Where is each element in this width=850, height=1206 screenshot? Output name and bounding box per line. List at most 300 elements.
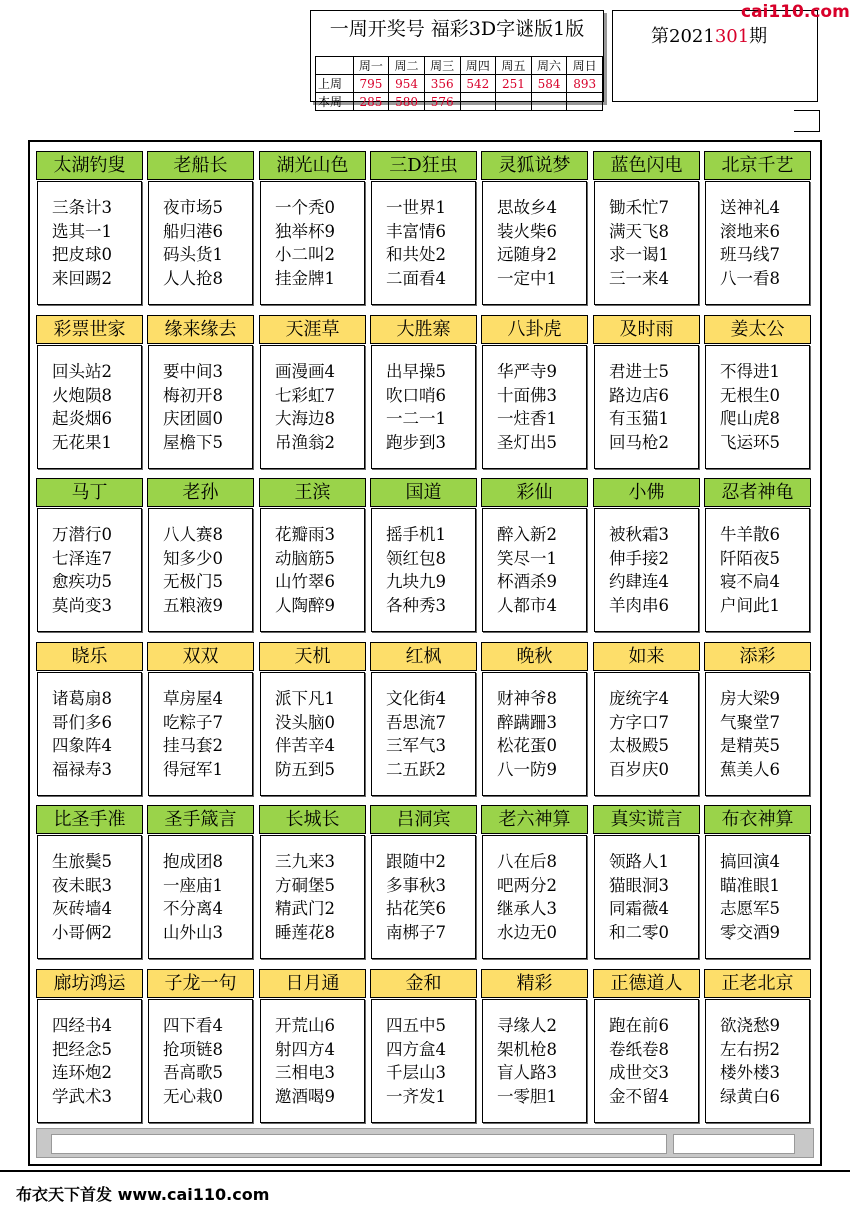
weekly-results-table	[315, 56, 603, 111]
clue-line: 万潜行0	[52, 525, 112, 544]
clue-list	[497, 687, 557, 781]
clue-list	[386, 1014, 446, 1108]
card-title: 三D狂虫	[370, 151, 477, 180]
clue-line: 寝不扃4	[720, 572, 780, 591]
result-cell	[567, 93, 603, 111]
clue-line: 欲浇愁9	[720, 1016, 780, 1035]
clue-list	[275, 360, 335, 454]
panel-title: 一周开奖号 福彩3D字谜版1版	[329, 18, 585, 40]
card-title: 天涯草	[259, 315, 366, 344]
clue-list	[720, 196, 780, 290]
clue-line: 金不留4	[609, 1086, 669, 1106]
puzzle-card	[36, 151, 143, 305]
clue-line: 生旅鬓5	[52, 852, 112, 871]
clue-line: 思故乡4	[497, 198, 557, 217]
clue-line: 动脑筋5	[275, 548, 335, 568]
puzzle-card	[147, 151, 254, 305]
puzzle-card	[593, 642, 700, 796]
result-cell: 356	[424, 75, 460, 93]
clue-line: 和共处2	[386, 245, 446, 264]
card-title: 王滨	[259, 478, 366, 507]
card-title: 长城长	[259, 805, 366, 834]
clue-list	[609, 850, 669, 944]
clue-line: 小哥俩2	[52, 922, 112, 942]
clue-list	[52, 196, 112, 290]
days-row	[316, 57, 603, 75]
clue-line: 草房屋4	[163, 689, 223, 708]
card-body	[594, 181, 699, 305]
clue-line: 班马线7	[720, 245, 780, 264]
clue-line: 笑尽一1	[497, 548, 557, 568]
puzzle-card	[259, 151, 366, 305]
clue-line: 吾高歌5	[163, 1063, 223, 1082]
footer-caption: 布衣天下首发 www.cai110.com	[16, 1185, 270, 1204]
clue-line: 盲人路3	[497, 1063, 557, 1082]
card-body	[260, 181, 365, 305]
result-cell	[531, 93, 567, 111]
clue-line: 牛羊散6	[720, 525, 780, 544]
clue-line: 人都市4	[497, 595, 557, 615]
card-title: 彩仙	[481, 478, 588, 507]
puzzle-card	[147, 478, 254, 632]
puzzle-card	[370, 478, 477, 632]
clue-line: 二五跃2	[386, 759, 446, 779]
card-body	[148, 672, 253, 796]
puzzle-card	[370, 315, 477, 469]
card-body	[482, 999, 587, 1123]
clue-line: 吧两分2	[497, 875, 557, 895]
clue-line: 太极殿5	[609, 736, 669, 755]
clue-line: 四下看4	[163, 1016, 223, 1035]
clue-line: 志愿军5	[720, 899, 780, 918]
clue-line: 火炮陨8	[52, 385, 112, 405]
card-body	[371, 345, 476, 469]
day-header: 周一	[353, 57, 389, 75]
clue-line: 无根生0	[720, 385, 780, 405]
clue-list	[609, 360, 669, 454]
clue-line: 跑步到3	[386, 432, 446, 452]
clue-line: 圣灯出5	[497, 432, 557, 452]
clue-list	[386, 687, 446, 781]
card-body	[37, 999, 142, 1123]
clue-line: 八一看8	[720, 268, 780, 288]
clue-list	[386, 196, 446, 290]
card-title: 国道	[370, 478, 477, 507]
clue-line: 吾思流7	[386, 712, 446, 732]
clue-line: 十面佛3	[497, 385, 557, 405]
clue-line: 连环炮2	[52, 1063, 112, 1082]
clue-list	[720, 687, 780, 781]
clue-line: 千层山3	[386, 1063, 446, 1082]
clue-line: 抢项链8	[163, 1039, 223, 1059]
card-title: 真实谎言	[593, 805, 700, 834]
clue-line: 灰砖墙4	[52, 899, 112, 918]
card-body	[260, 999, 365, 1123]
clue-line: 满天飞8	[609, 221, 669, 241]
clue-line: 飞运环5	[720, 432, 780, 452]
issue-panel	[612, 10, 818, 102]
clue-line: 远随身2	[497, 245, 557, 264]
clue-line: 杯酒杀9	[497, 572, 557, 591]
clue-line: 八人赛8	[163, 525, 223, 544]
clue-line: 猫眼洞3	[609, 875, 669, 895]
day-header: 周四	[460, 57, 496, 75]
puzzle-card	[259, 478, 366, 632]
card-body	[148, 508, 253, 632]
clue-line: 三条计3	[52, 198, 112, 217]
card-title: 圣手箴言	[147, 805, 254, 834]
card-body	[148, 999, 253, 1123]
clue-list	[275, 196, 335, 290]
clue-line: 财神爷8	[497, 689, 557, 708]
result-cell: 954	[389, 75, 425, 93]
clue-line: 瞄准眼1	[720, 875, 780, 895]
clue-line: 知多少0	[163, 548, 223, 568]
card-title: 子龙一句	[147, 969, 254, 998]
card-body	[705, 181, 810, 305]
card-title: 晓乐	[36, 642, 143, 671]
clue-list	[720, 523, 780, 617]
clue-list	[52, 850, 112, 944]
clue-line: 左右拐2	[720, 1039, 780, 1059]
clue-line: 一齐发1	[386, 1086, 446, 1106]
result-cell: 285	[353, 93, 389, 111]
clue-list	[609, 196, 669, 290]
clue-line: 领红包8	[386, 548, 446, 568]
clue-line: 领路人1	[609, 852, 669, 871]
card-body	[371, 508, 476, 632]
card-title: 老孙	[147, 478, 254, 507]
card-body	[482, 835, 587, 959]
clue-line: 户间此1	[720, 595, 780, 615]
footer-box-left	[51, 1134, 667, 1154]
puzzle-card	[704, 151, 811, 305]
puzzle-card	[370, 151, 477, 305]
puzzle-card	[259, 969, 366, 1123]
clue-line: 人陶醉9	[275, 595, 335, 615]
clue-list	[163, 687, 223, 781]
clue-line: 八一防9	[497, 759, 557, 779]
day-header: 周五	[496, 57, 532, 75]
puzzle-card	[593, 969, 700, 1123]
last-week-row	[316, 75, 603, 93]
clue-line: 把经念5	[52, 1039, 112, 1059]
clue-line: 卷纸卷8	[609, 1039, 669, 1059]
clue-line: 君进士5	[609, 362, 669, 381]
card-title: 湖光山色	[259, 151, 366, 180]
clue-line: 一二一1	[386, 409, 446, 428]
result-cell: 795	[353, 75, 389, 93]
puzzle-card	[147, 642, 254, 796]
card-title: 八卦虎	[481, 315, 588, 344]
clue-line: 码头货1	[163, 245, 223, 264]
issue-number: 301	[714, 26, 750, 47]
clue-line: 福禄寿3	[52, 759, 112, 779]
card-body	[705, 508, 810, 632]
clue-line: 有玉猫1	[609, 409, 669, 428]
card-title: 晚秋	[481, 642, 588, 671]
puzzle-card	[481, 151, 588, 305]
clue-line: 拈花笑6	[386, 899, 446, 918]
clue-list	[52, 360, 112, 454]
clue-line: 选其一1	[52, 221, 112, 241]
result-cell	[460, 93, 496, 111]
clue-line: 一定中1	[497, 268, 557, 288]
clue-line: 五粮液9	[163, 595, 223, 615]
card-body	[371, 835, 476, 959]
card-title: 日月通	[259, 969, 366, 998]
clue-line: 四方盒4	[386, 1039, 446, 1059]
clue-line: 三九来3	[275, 852, 335, 871]
card-body	[371, 999, 476, 1123]
result-cell: 251	[496, 75, 532, 93]
clue-list	[497, 850, 557, 944]
clue-line: 庞统字4	[609, 689, 669, 708]
puzzle-card	[147, 315, 254, 469]
clue-line: 不得进1	[720, 362, 780, 381]
puzzle-card	[481, 315, 588, 469]
footer-box-right	[673, 1134, 795, 1154]
clue-list	[386, 360, 446, 454]
puzzle-card	[704, 969, 811, 1123]
puzzle-card	[36, 642, 143, 796]
puzzle-card	[481, 478, 588, 632]
puzzle-card	[36, 805, 143, 959]
puzzle-card	[593, 315, 700, 469]
card-body	[371, 181, 476, 305]
card-title: 比圣手准	[36, 805, 143, 834]
clue-line: 同霜薇4	[609, 899, 669, 918]
clue-line: 回头站2	[52, 362, 112, 381]
clue-line: 要中间3	[163, 362, 223, 381]
card-body	[260, 345, 365, 469]
clue-line: 挂金牌1	[275, 268, 335, 288]
puzzle-card	[704, 478, 811, 632]
clue-list	[720, 1014, 780, 1108]
result-cell: 542	[460, 75, 496, 93]
day-header: 周二	[389, 57, 425, 75]
footer-bar	[36, 1128, 814, 1158]
card-title: 马丁	[36, 478, 143, 507]
clue-line: 各种秀3	[386, 595, 446, 615]
card-title: 如来	[593, 642, 700, 671]
clue-line: 百岁庆0	[609, 759, 669, 779]
day-header: 周六	[531, 57, 567, 75]
clue-line: 无花果1	[52, 432, 112, 452]
card-title: 姜太公	[704, 315, 811, 344]
puzzle-card	[36, 315, 143, 469]
clue-line: 七泽连7	[52, 548, 112, 568]
card-title: 及时雨	[593, 315, 700, 344]
clue-line: 防五到5	[275, 759, 335, 779]
clue-line: 山外山3	[163, 922, 223, 942]
clue-line: 七彩虹7	[275, 385, 335, 405]
clue-line: 莫尚变3	[52, 595, 112, 615]
clue-line: 吹口哨6	[386, 385, 446, 405]
clue-line: 抱成团8	[163, 852, 223, 871]
card-body	[260, 835, 365, 959]
clue-line: 阡陌夜5	[720, 548, 780, 568]
card-title: 正德道人	[593, 969, 700, 998]
clue-line: 没头脑0	[275, 712, 335, 732]
clue-line: 梅初开8	[163, 385, 223, 405]
clue-line: 零交酒9	[720, 922, 780, 942]
clue-line: 寻缘人2	[497, 1016, 557, 1035]
clue-line: 和二零0	[609, 922, 669, 942]
site-watermark: cai110.com	[741, 2, 850, 22]
clue-line: 多事秋3	[386, 875, 446, 895]
card-title: 红枫	[370, 642, 477, 671]
clue-list	[609, 523, 669, 617]
card-title: 正老北京	[704, 969, 811, 998]
draw-results-panel	[310, 10, 604, 109]
puzzle-card	[481, 969, 588, 1123]
clue-line: 绿黄白6	[720, 1086, 780, 1106]
clue-line: 吊渔翁2	[275, 432, 335, 452]
puzzle-card	[481, 805, 588, 959]
card-body	[260, 508, 365, 632]
card-body	[148, 345, 253, 469]
clue-line: 楼外楼3	[720, 1063, 780, 1082]
clue-list	[163, 1014, 223, 1108]
clue-line: 出早操5	[386, 362, 446, 381]
clue-line: 大海边8	[275, 409, 335, 428]
card-body	[594, 999, 699, 1123]
clue-line: 摇手机1	[386, 525, 446, 544]
clue-list	[163, 360, 223, 454]
clue-line: 挂马套2	[163, 736, 223, 755]
clue-line: 是精英5	[720, 736, 780, 755]
clue-line: 屋檐下5	[163, 432, 223, 452]
card-body	[37, 345, 142, 469]
last-week-label: 上周	[316, 75, 354, 93]
clue-line: 爬山虎8	[720, 409, 780, 428]
clue-line: 八在后8	[497, 852, 557, 871]
card-title: 廊坊鸿运	[36, 969, 143, 998]
result-cell: 576	[424, 93, 460, 111]
card-body	[148, 181, 253, 305]
clue-line: 哥们多6	[52, 712, 112, 732]
clue-line: 愈疾功5	[52, 572, 112, 591]
clue-line: 学武术3	[52, 1086, 112, 1106]
clue-line: 夜未眠3	[52, 875, 112, 895]
clue-list	[720, 850, 780, 944]
puzzle-card	[370, 642, 477, 796]
card-body	[482, 345, 587, 469]
clue-line: 架机枪8	[497, 1039, 557, 1059]
clue-line: 九块九9	[386, 572, 446, 591]
clue-line: 船归港6	[163, 221, 223, 241]
clue-line: 精武门2	[275, 899, 335, 918]
clue-list	[386, 850, 446, 944]
clue-line: 求一谒1	[609, 245, 669, 264]
card-title: 添彩	[704, 642, 811, 671]
card-title: 小佛	[593, 478, 700, 507]
clue-line: 丰富情6	[386, 221, 446, 241]
card-title: 双双	[147, 642, 254, 671]
result-cell	[496, 93, 532, 111]
clue-line: 继承人3	[497, 899, 557, 918]
clue-line: 四象阵4	[52, 736, 112, 755]
puzzle-card	[593, 478, 700, 632]
clue-list	[497, 360, 557, 454]
puzzle-card	[704, 805, 811, 959]
clue-list	[163, 850, 223, 944]
bottom-divider	[0, 1170, 850, 1172]
puzzle-card	[147, 805, 254, 959]
clue-list	[497, 1014, 557, 1108]
clue-list	[52, 687, 112, 781]
clue-list	[163, 523, 223, 617]
clue-line: 被秋霜3	[609, 525, 669, 544]
clue-line: 无心栽0	[163, 1086, 223, 1106]
this-week-row	[316, 93, 603, 111]
card-body	[37, 508, 142, 632]
card-title: 大胜寨	[370, 315, 477, 344]
card-title: 北京千艺	[704, 151, 811, 180]
puzzle-card	[593, 151, 700, 305]
card-body	[594, 672, 699, 796]
card-title: 布衣神算	[704, 805, 811, 834]
clue-line: 一零胆1	[497, 1086, 557, 1106]
puzzle-card	[36, 969, 143, 1123]
card-title: 吕洞宾	[370, 805, 477, 834]
clue-line: 山竹翠6	[275, 572, 335, 591]
result-cell: 893	[567, 75, 603, 93]
card-title: 彩票世家	[36, 315, 143, 344]
clue-line: 花瓣雨3	[275, 525, 335, 544]
day-header: 周日	[567, 57, 603, 75]
clue-line: 睡莲花8	[275, 922, 335, 942]
card-body	[371, 672, 476, 796]
card-title: 精彩	[481, 969, 588, 998]
clue-line: 羊肉串6	[609, 595, 669, 615]
card-title: 老六神算	[481, 805, 588, 834]
clue-list	[275, 523, 335, 617]
clue-list	[609, 1014, 669, 1108]
clue-line: 起炎烟6	[52, 409, 112, 428]
clue-line: 方字口7	[609, 712, 669, 732]
clue-line: 派下凡1	[275, 689, 335, 708]
clue-line: 小二叫2	[275, 245, 335, 264]
card-body	[37, 181, 142, 305]
clue-list	[386, 523, 446, 617]
clue-list	[720, 360, 780, 454]
clue-line: 搞回演4	[720, 852, 780, 871]
clue-line: 方硐堡5	[275, 875, 335, 895]
frame-notch	[794, 110, 820, 132]
card-body	[594, 835, 699, 959]
clue-line: 伸手接2	[609, 548, 669, 568]
clue-line: 二面看4	[386, 268, 446, 288]
day-header: 周三	[424, 57, 460, 75]
clue-line: 一世界1	[386, 198, 446, 217]
card-title: 太湖钓叟	[36, 151, 143, 180]
card-title: 老船长	[147, 151, 254, 180]
clue-line: 醉入新2	[497, 525, 557, 544]
clue-line: 房大梁9	[720, 689, 780, 708]
card-body	[37, 835, 142, 959]
clue-line: 伴苦辛4	[275, 736, 335, 755]
puzzle-card	[147, 969, 254, 1123]
card-title: 金和	[370, 969, 477, 998]
clue-line: 三一来4	[609, 268, 669, 288]
clue-line: 装火柴6	[497, 221, 557, 241]
clue-line: 邀酒喝9	[275, 1086, 335, 1106]
puzzle-card	[259, 642, 366, 796]
clue-line: 不分离4	[163, 899, 223, 918]
clue-line: 醉蹒跚3	[497, 712, 557, 732]
